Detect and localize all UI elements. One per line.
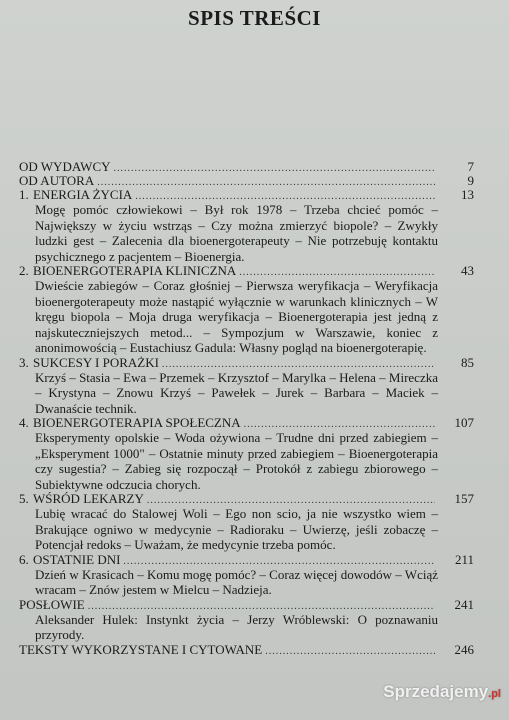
site-watermark: [383, 682, 501, 702]
toc-entry-author: [19, 174, 474, 188]
entry-page: 85: [461, 354, 474, 370]
entry-label: POSŁOWIE: [19, 596, 85, 612]
toc-entry-references: [19, 643, 474, 657]
entry-page: 13: [461, 187, 474, 202]
toc-entry-chapter-4: [19, 416, 474, 492]
entry-label: WŚRÓD LEKARZY: [33, 491, 144, 506]
entry-number: 4.: [19, 415, 29, 430]
entry-description: Aleksander Hulek: Instynkt życia – Jerzy Wróblewski: O poznawaniu przyrody.: [35, 611, 438, 642]
entry-page: 107: [454, 415, 474, 430]
entry-page: 43: [461, 263, 474, 278]
toc-entry-publisher: [19, 160, 474, 174]
entry-label: OD AUTORA: [19, 173, 95, 188]
entry-description: Dwieście zabiegów – Coraz głośniej – Pierwsza weryfikacja – Weryfikacja bioenergoterapeuty może nastąpić wyłącznie w warunkach klinicznych – W kręgu biopola – Moja druga weryfikacja – Bioenergoterapia jest jedną z najskuteczniejszych metod... – Sympozjum w Warszawie, koniec z anonimowością – Eustachiusz Gadula: Własny pogląd na bioenergoterapię.: [35, 278, 438, 355]
entry-number: 2.: [19, 263, 29, 278]
leader-dots: [265, 645, 435, 659]
entry-page: 7: [467, 159, 474, 174]
table-of-contents: [19, 160, 474, 657]
entry-number: 6.: [19, 551, 29, 567]
toc-entry-afterword: [19, 598, 474, 643]
entry-description: Lubię wracać do Stalowej Woli – Ego non scio, ja nie wszystko wiem – Brakujące ogniwo w medycynie – Radioraku – Uwierzę, jeśli zobaczę – Potencjał redoks – Uważam, że medycynie trzeba pomóc.: [35, 506, 438, 552]
entry-description: Mogę pomóc człowiekowi – Był rok 1978 – Trzeba chcieć pomóc – Największy w życiu wstrząs – Czy można zmierzyć biopole? – Zwykły ludzki gest – Zalecenia dla bioenergoterapeuty – Nie potrzebuję kontaktu psychicznego z pacjentem – Bioenergia.: [35, 202, 438, 264]
entry-page: 211: [454, 551, 474, 567]
entry-page: 157: [454, 491, 474, 506]
entry-description: Eksperymenty opolskie – Woda ożywiona – Trudne dni przed zabiegiem – „Eksperyment 1000" – Ostatnie minuty przed zabiegiem – Bioenergoterapia czy sugestia? – Zabieg się rozpoczął – Protokół z zabiegu zbiorowego – Subiektywne odczucia chorych.: [35, 430, 438, 492]
toc-entry-chapter-2: [19, 264, 474, 356]
entry-description: Krzyś – Stasia – Ewa – Przemek – Krzysztof – Marylka – Helena – Mireczka – Krystyna – Znowu Krzyś – Pawełek – Jurek – Barbara – Maciek – Dwanaście technik.: [35, 369, 438, 416]
toc-entry-chapter-6: [19, 553, 474, 598]
entry-label: OD WYDAWCY: [19, 159, 111, 174]
entry-label: ENERGIA ŻYCIA: [33, 187, 133, 202]
entry-label: BIOENERGOTERAPIA KLINICZNA: [33, 263, 237, 278]
entry-page: 241: [454, 596, 474, 612]
toc-entry-chapter-5: [19, 492, 474, 553]
entry-description: Dzień w Krasicach – Komu mogę pomóc? – Coraz więcej dowodów – Wciąż wracam – Znów jestem w Mielcu – Nadzieja.: [35, 566, 438, 597]
watermark-suffix: .pl: [488, 688, 501, 700]
entry-number: 1.: [19, 187, 29, 202]
toc-entry-chapter-1: [19, 188, 474, 264]
entry-number: 5.: [19, 491, 29, 506]
entry-page: 9: [467, 173, 474, 188]
entry-label: BIOENERGOTERAPIA SPOŁECZNA: [33, 415, 241, 430]
entry-page: 246: [454, 641, 474, 657]
toc-entry-chapter-3: [19, 356, 474, 417]
entry-label: OSTATNIE DNI: [33, 551, 121, 567]
watermark-text: Sprzedajemy: [383, 682, 489, 701]
entry-label: TEKSTY WYKORZYSTANE I CYTOWANE: [19, 641, 263, 657]
entry-label: SUKCESY I PORAŻKI: [33, 354, 159, 370]
entry-number: 3.: [19, 354, 29, 370]
page-title: SPIS TREŚCI: [188, 6, 321, 30]
